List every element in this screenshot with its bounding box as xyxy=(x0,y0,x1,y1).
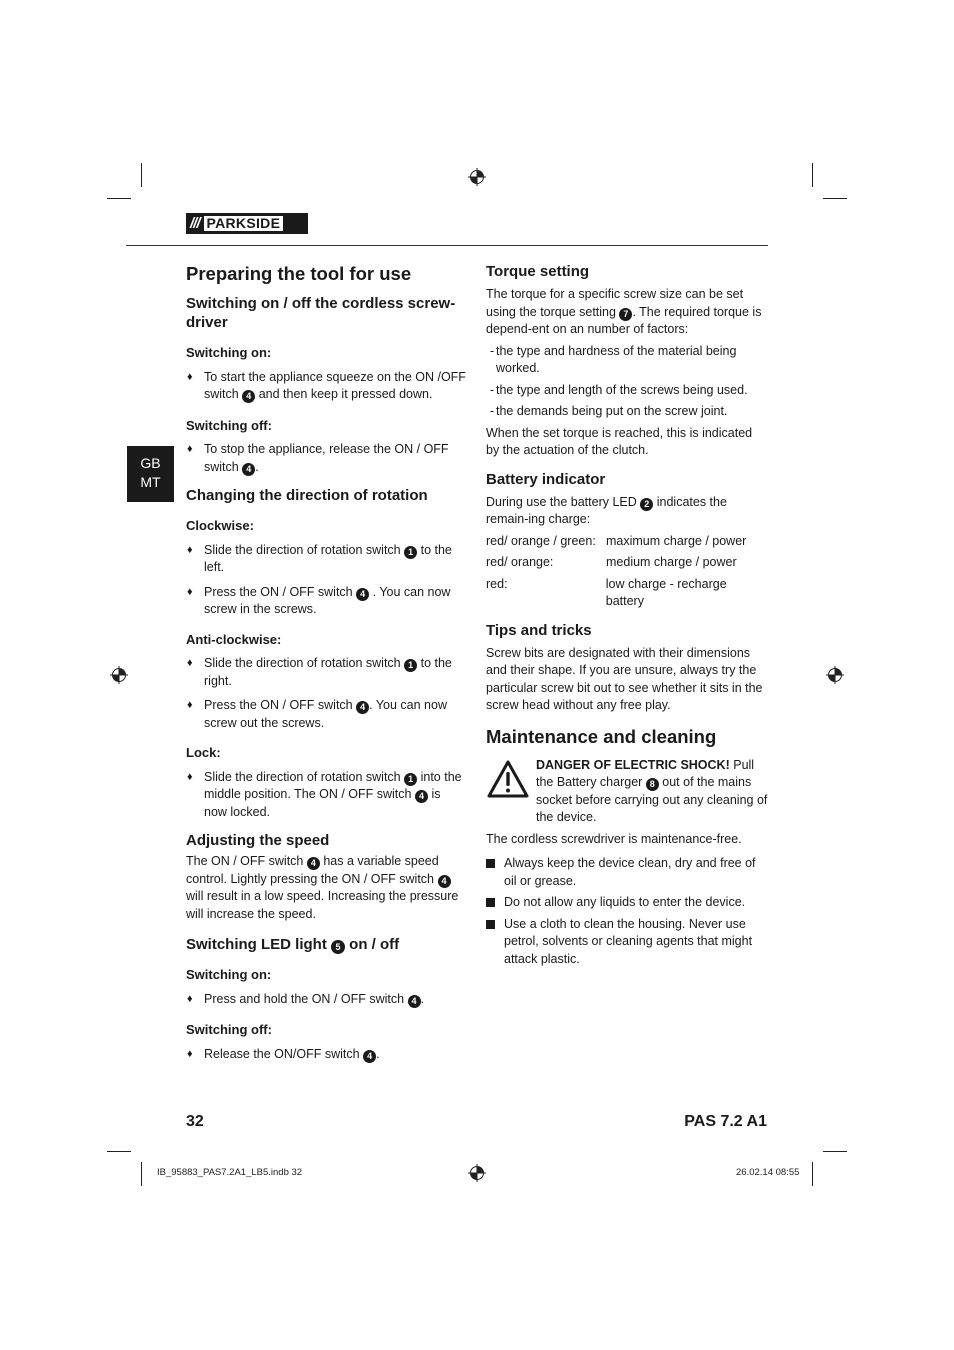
ref-4-icon: 4 xyxy=(408,995,421,1008)
label-led-on: Switching on: xyxy=(186,967,272,982)
ref-4-icon: 4 xyxy=(242,390,255,403)
list-item: ♦ Slide the direction of rotation switch 1 to the left. xyxy=(187,542,452,574)
label-lock: Lock: xyxy=(186,745,221,760)
list-item: ♦ To stop the appliance, release the ON / OFF switch 4 . xyxy=(187,442,449,474)
diamond-bullet-icon: ♦ xyxy=(187,770,193,783)
diamond-bullet-icon: ♦ xyxy=(187,657,193,669)
battery-row: red: low charge - recharge battery xyxy=(486,576,727,608)
label-switching-on: Switching on: xyxy=(186,345,272,360)
list-item: ♦ Press the ON / OFF switch 4 . You can now screw out the screws. xyxy=(187,698,447,730)
ref-1-icon: 1 xyxy=(404,659,417,672)
paragraph-battery: During use the battery LED 2 indicates the remain-ing charge: xyxy=(486,494,727,526)
list-item: ♦ Release the ON/OFF switch 4 . xyxy=(186,1046,466,1064)
list-item: ♦ Press the ON / OFF switch 4 . You can now screw in the screws. xyxy=(187,584,451,616)
page-number: 32 xyxy=(186,1113,204,1130)
diamond-bullet-icon: ♦ xyxy=(187,443,193,455)
diamond-bullet-icon: ♦ xyxy=(187,585,193,598)
diamond-bullet-icon: ♦ xyxy=(187,370,193,383)
ref-4-icon: 4 xyxy=(356,588,369,601)
ref-4-icon: 4 xyxy=(363,1050,376,1063)
square-bullet-icon xyxy=(486,920,495,929)
list-item: - the type and hardness of the material being worked. xyxy=(490,343,737,375)
logo-brand: PARKSIDE xyxy=(204,216,284,231)
list-item: Use a cloth to clean the housing. Never use petrol, solvents or cleaning agents that might attack plastic. xyxy=(486,916,768,969)
registration-mark-icon xyxy=(110,666,128,684)
list-item: ♦ Slide the direction of rotation switch 1 to the right. xyxy=(187,656,452,688)
parkside-logo xyxy=(186,213,308,234)
paragraph-maintenance: The cordless screwdriver is maintenance-free. xyxy=(486,831,742,846)
heading-speed: Adjusting the speed xyxy=(186,832,330,849)
ref-4-icon: 4 xyxy=(415,790,428,803)
crop-mark xyxy=(812,163,813,187)
battery-row: red/ orange: medium charge / power xyxy=(486,555,737,569)
list-item: - the demands being put on the screw joint. xyxy=(490,404,728,418)
slug-date: 26.02.14 08:55 xyxy=(736,1167,800,1178)
list-item: Always keep the device clean, dry and free of oil or grease. xyxy=(486,855,768,890)
section-title-preparing: Preparing the tool for use xyxy=(186,263,412,284)
ref-8-icon: 8 xyxy=(646,778,659,791)
heading-switching: Switching on / off the cordless screw-driver xyxy=(186,295,456,331)
label-anticlockwise: Anti-clockwise: xyxy=(186,631,282,647)
crop-mark xyxy=(812,1162,813,1186)
ref-1-icon: 1 xyxy=(404,546,417,559)
ref-2-icon: 2 xyxy=(640,498,653,511)
diamond-bullet-icon: ♦ xyxy=(187,699,193,711)
crop-mark xyxy=(107,1151,131,1152)
crop-mark xyxy=(141,1162,142,1186)
heading-torque: Torque setting xyxy=(486,263,590,280)
ref-4-icon: 4 xyxy=(242,463,255,476)
registration-mark-icon xyxy=(468,1164,486,1182)
paragraph-torque: The torque for a specific screw size can be set using the torque setting 7 . The required torque is depend-ent on an number of factors: xyxy=(486,287,762,336)
logo-slashes: /// xyxy=(190,215,200,232)
paragraph-torque-2: When the set torque is reached, this is indicated by the actuation of the clutch. xyxy=(486,425,753,457)
ref-4-icon: 4 xyxy=(307,857,320,870)
ref-4-icon: 4 xyxy=(356,701,369,714)
diamond-bullet-icon: ♦ xyxy=(187,1047,193,1060)
square-bullet-icon xyxy=(486,898,495,907)
crop-mark xyxy=(107,198,131,199)
ref-7-icon: 7 xyxy=(619,308,632,321)
right-column xyxy=(486,262,768,968)
paragraph-speed: The ON / OFF switch 4 has a variable speed control. Lightly pressing the ON / OFF switch 4 will result in a low speed. Increasing the pressure will increase the speed. xyxy=(186,854,459,921)
ref-4-icon: 4 xyxy=(438,875,451,888)
slug-file: IB_95883_PAS7.2A1_LB5.indb 32 xyxy=(157,1167,303,1178)
lang-mt: MT xyxy=(140,474,161,490)
registration-mark-icon xyxy=(468,168,486,186)
danger-warning: DANGER OF ELECTRIC SHOCK! Pull the Battery charger 8 out of the mains socket before carrying out any cleaning of the device. xyxy=(486,757,768,827)
crop-mark xyxy=(141,163,142,187)
heading-direction: Changing the direction of rotation xyxy=(186,487,428,504)
crop-mark xyxy=(823,198,847,199)
label-switching-off: Switching off: xyxy=(186,417,272,433)
list-item: ♦ Slide the direction of rotation switch 1 into the middle position. The ON / OFF switch 4 is now locked. xyxy=(187,769,462,819)
ref-1-icon: 1 xyxy=(404,773,417,786)
model-name: PAS 7.2 A1 xyxy=(684,1113,767,1130)
battery-row: red/ orange / green: maximum charge / power xyxy=(486,533,747,548)
header-rule xyxy=(126,245,768,246)
heading-battery: Battery indicator xyxy=(486,470,606,488)
list-item: - the type and length of the screws being used. xyxy=(490,382,748,397)
registration-mark-icon xyxy=(826,666,844,684)
label-led-off: Switching off: xyxy=(186,1022,272,1037)
danger-label: DANGER OF ELECTRIC SHOCK! xyxy=(536,757,730,772)
language-tab xyxy=(127,446,174,502)
paragraph-tips: Screw bits are designated with their dimensions and their shape. If you are unsure, always try the particular screw bit out to see whether it sits in the screw head without any free play. xyxy=(486,645,763,712)
heading-led: Switching LED light 5 on / off xyxy=(186,936,400,953)
list-item: Do not allow any liquids to enter the device. xyxy=(486,894,768,912)
list-item: ♦ Press and hold the ON / OFF switch 4 . xyxy=(186,991,466,1009)
section-title-maintenance: Maintenance and cleaning xyxy=(486,725,717,747)
crop-mark xyxy=(823,1151,847,1152)
heading-tips: Tips and tricks xyxy=(486,621,592,639)
ref-5-icon: 5 xyxy=(331,940,345,954)
lang-gb: GB xyxy=(140,455,161,471)
list-item: ♦ To start the appliance squeeze on the ON /OFF switch 4 and then keep it pressed down. xyxy=(187,369,466,401)
square-bullet-icon xyxy=(486,859,495,868)
diamond-bullet-icon: ♦ xyxy=(187,992,193,1005)
left-column xyxy=(186,262,466,1063)
label-clockwise: Clockwise: xyxy=(186,518,254,533)
diamond-bullet-icon: ♦ xyxy=(187,543,193,556)
warning-triangle-icon xyxy=(486,759,530,799)
